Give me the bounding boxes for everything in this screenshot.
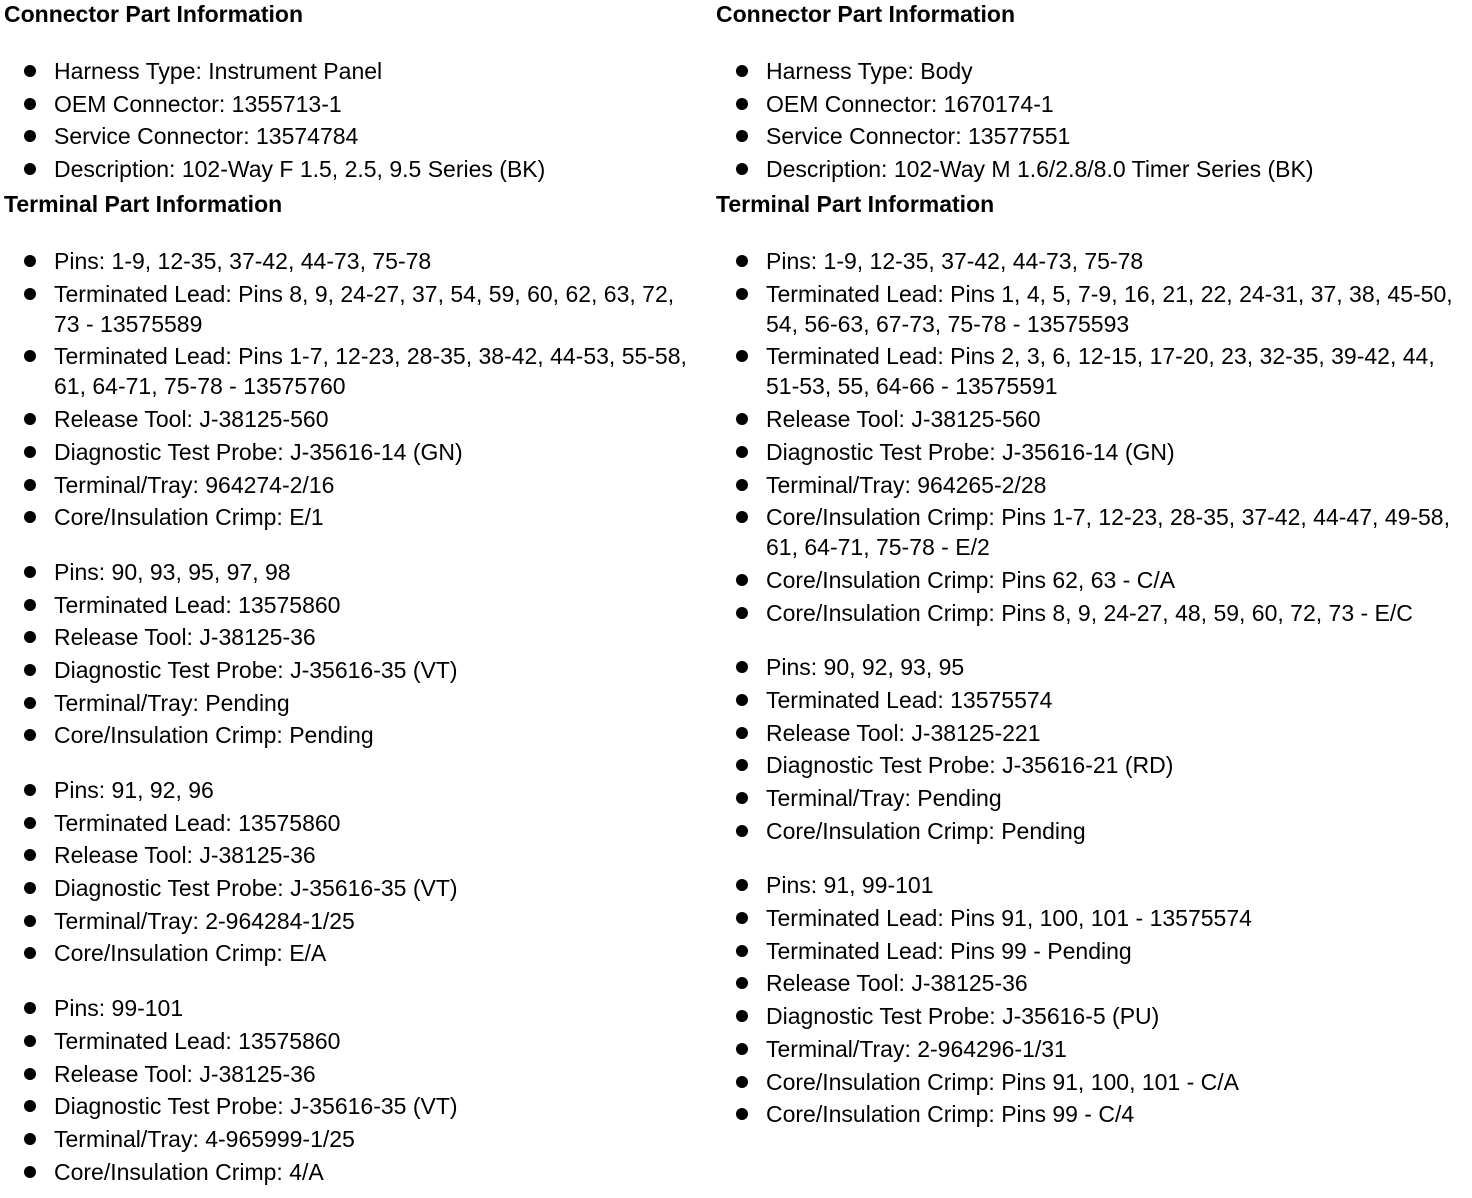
list-item-text: Diagnostic Test Probe: J-35616-14 (GN) bbox=[54, 438, 463, 465]
list-item-text: Core/Insulation Crimp: Pins 1-7, 12-23, 28-35, 37-42, 44-47, 49-58, 61, 64-71, 75-78 - E/2 bbox=[766, 504, 1450, 561]
bullet-icon bbox=[736, 792, 748, 804]
bullet-icon bbox=[736, 65, 748, 77]
list-item bbox=[4, 470, 704, 500]
list-item bbox=[716, 1067, 1472, 1097]
list-item bbox=[716, 502, 1472, 562]
list-item bbox=[716, 470, 1472, 500]
bullet-icon bbox=[24, 288, 36, 300]
list-item bbox=[4, 89, 704, 119]
bullet-icon bbox=[736, 255, 748, 267]
terminal-groups bbox=[4, 246, 704, 1187]
list-item-text: Harness Type: Body bbox=[766, 58, 973, 84]
group-spacer bbox=[716, 630, 1472, 652]
bullet-icon bbox=[736, 511, 748, 523]
terminal-group-list bbox=[4, 775, 704, 968]
bullet-icon bbox=[24, 479, 36, 491]
bullet-icon bbox=[736, 945, 748, 957]
bullet-icon bbox=[736, 759, 748, 771]
bullet-icon bbox=[24, 1035, 36, 1047]
bullet-icon bbox=[736, 98, 748, 110]
list-item bbox=[4, 1124, 704, 1154]
list-item-text: Core/Insulation Crimp: E/A bbox=[54, 940, 327, 967]
bullet-icon bbox=[736, 879, 748, 891]
list-item bbox=[4, 502, 704, 532]
bullet-icon bbox=[736, 350, 748, 362]
list-item-text: Core/Insulation Crimp: Pins 91, 100, 101 - C/A bbox=[766, 1068, 1240, 1095]
group-spacer bbox=[4, 971, 704, 993]
list-item-text: Core/Insulation Crimp: Pending bbox=[766, 817, 1086, 844]
list-item-text: Core/Insulation Crimp: Pins 8, 9, 24-27, 48, 59, 60, 72, 73 - E/C bbox=[766, 599, 1413, 626]
list-item-text: Diagnostic Test Probe: J-35616-5 (PU) bbox=[766, 1003, 1160, 1030]
bullet-icon bbox=[736, 1076, 748, 1088]
bullet-icon bbox=[24, 1100, 36, 1112]
list-item bbox=[4, 622, 704, 652]
list-item bbox=[4, 840, 704, 870]
terminal-heading: Terminal Part Information bbox=[716, 191, 995, 218]
list-item bbox=[716, 437, 1472, 467]
list-item bbox=[716, 652, 1472, 682]
terminal-group-list bbox=[4, 246, 704, 532]
list-item bbox=[4, 873, 704, 903]
list-item-text: Release Tool: J-38125-36 bbox=[54, 624, 316, 651]
bullet-icon bbox=[736, 977, 748, 989]
bullet-icon bbox=[24, 163, 36, 175]
list-item bbox=[4, 404, 704, 434]
list-item bbox=[716, 1001, 1472, 1031]
list-item-text: Harness Type: Instrument Panel bbox=[54, 58, 383, 84]
list-item bbox=[716, 903, 1472, 933]
list-item-text: Terminal/Tray: 4-965999-1/25 bbox=[54, 1125, 355, 1152]
list-item-text: Release Tool: J-38125-560 bbox=[766, 406, 1041, 433]
list-item bbox=[716, 1034, 1472, 1064]
list-item bbox=[716, 89, 1472, 119]
list-item bbox=[4, 246, 704, 276]
bullet-icon bbox=[736, 163, 748, 175]
terminal-group-list bbox=[716, 870, 1472, 1129]
bullet-icon bbox=[736, 912, 748, 924]
right-column bbox=[716, 0, 1472, 1132]
list-item bbox=[716, 936, 1472, 966]
list-item bbox=[716, 565, 1472, 595]
list-item bbox=[716, 279, 1472, 339]
bullet-icon bbox=[24, 255, 36, 267]
bullet-icon bbox=[24, 882, 36, 894]
terminal-group-list bbox=[4, 993, 704, 1186]
list-item-text: Terminated Lead: Pins 1, 4, 5, 7-9, 16, 21, 22, 24-31, 37, 38, 45-50, 54, 56-63, 67-73, 75-78 - 13575593 bbox=[766, 280, 1453, 337]
bullet-icon bbox=[736, 479, 748, 491]
list-item-text: Terminated Lead: Pins 99 - Pending bbox=[766, 937, 1132, 964]
list-item bbox=[716, 341, 1472, 401]
list-item-text: Service Connector: 13574784 bbox=[54, 123, 359, 150]
list-item-text: Pins: 91, 92, 96 bbox=[54, 777, 214, 803]
list-item-text: Diagnostic Test Probe: J-35616-35 (VT) bbox=[54, 656, 458, 683]
list-item-text: Diagnostic Test Probe: J-35616-35 (VT) bbox=[54, 875, 458, 902]
bullet-icon bbox=[736, 446, 748, 458]
list-item bbox=[716, 750, 1472, 780]
bullet-icon bbox=[24, 664, 36, 676]
bullet-icon bbox=[24, 849, 36, 861]
list-item bbox=[4, 1059, 704, 1089]
terminal-group-list bbox=[716, 246, 1472, 628]
list-item bbox=[4, 557, 704, 587]
bullet-icon bbox=[24, 566, 36, 578]
bullet-icon bbox=[24, 65, 36, 77]
list-item-text: Terminated Lead: Pins 1-7, 12-23, 28-35, 38-42, 44-53, 55-58, 61, 64-71, 75-78 - 13575760 bbox=[54, 343, 687, 400]
list-item-text: Release Tool: J-38125-560 bbox=[54, 406, 329, 433]
list-item bbox=[4, 993, 704, 1023]
list-item-text: OEM Connector: 1355713-1 bbox=[54, 90, 342, 117]
list-item-text: Pins: 91, 99-101 bbox=[766, 872, 934, 899]
bullet-icon bbox=[736, 661, 748, 673]
list-item bbox=[716, 870, 1472, 900]
list-item bbox=[716, 598, 1472, 628]
bullet-icon bbox=[24, 1166, 36, 1178]
list-item bbox=[716, 246, 1472, 276]
bullet-icon bbox=[24, 947, 36, 959]
bullet-icon bbox=[24, 817, 36, 829]
list-item bbox=[716, 968, 1472, 998]
list-item-text: Terminated Lead: Pins 8, 9, 24-27, 37, 54, 59, 60, 62, 63, 72, 73 - 13575589 bbox=[54, 280, 675, 337]
bullet-icon bbox=[24, 697, 36, 709]
bullet-icon bbox=[736, 607, 748, 619]
list-item-text: Pins: 1-9, 12-35, 37-42, 44-73, 75-78 bbox=[766, 248, 1144, 275]
list-item-text: Diagnostic Test Probe: J-35616-35 (VT) bbox=[54, 1093, 458, 1120]
list-item-text: Release Tool: J-38125-36 bbox=[54, 842, 316, 869]
bullet-icon bbox=[24, 729, 36, 741]
terminal-groups bbox=[716, 246, 1472, 1129]
list-item-text: Description: 102-Way F 1.5, 2.5, 9.5 Series (BK) bbox=[54, 156, 546, 183]
list-item-text: Core/Insulation Crimp: Pending bbox=[54, 722, 374, 749]
list-item-text: Pins: 1-9, 12-35, 37-42, 44-73, 75-78 bbox=[54, 248, 432, 275]
bullet-icon bbox=[24, 446, 36, 458]
group-spacer bbox=[4, 535, 704, 557]
list-item bbox=[4, 808, 704, 838]
list-item-text: Diagnostic Test Probe: J-35616-21 (RD) bbox=[766, 752, 1174, 779]
list-item-text: Terminal/Tray: Pending bbox=[54, 689, 290, 716]
bullet-icon bbox=[736, 130, 748, 142]
list-item-text: Pins: 99-101 bbox=[54, 995, 184, 1022]
list-item-text: Release Tool: J-38125-36 bbox=[766, 970, 1028, 997]
bullet-icon bbox=[736, 694, 748, 706]
list-item bbox=[4, 437, 704, 467]
terminal-group-list bbox=[716, 652, 1472, 845]
bullet-icon bbox=[736, 727, 748, 739]
bullet-icon bbox=[736, 288, 748, 300]
list-item-text: OEM Connector: 1670174-1 bbox=[766, 90, 1054, 117]
list-item-text: Description: 102-Way M 1.6/2.8/8.0 Timer Series (BK) bbox=[766, 156, 1314, 183]
list-item bbox=[4, 655, 704, 685]
list-item bbox=[4, 1091, 704, 1121]
list-item bbox=[4, 590, 704, 620]
list-item bbox=[4, 121, 704, 151]
list-item bbox=[716, 1099, 1472, 1129]
bullet-icon bbox=[24, 130, 36, 142]
list-item-text: Terminated Lead: Pins 91, 100, 101 - 13575574 bbox=[766, 905, 1252, 932]
list-item bbox=[4, 341, 704, 401]
connector-heading: Connector Part Information bbox=[4, 1, 304, 27]
list-item-text: Pins: 90, 92, 93, 95 bbox=[766, 654, 965, 681]
list-item-text: Terminal/Tray: 964265-2/28 bbox=[766, 471, 1047, 498]
bullet-icon bbox=[736, 825, 748, 837]
list-item-text: Terminal/Tray: 2-964296-1/31 bbox=[766, 1035, 1067, 1062]
list-item bbox=[4, 906, 704, 936]
connector-list bbox=[4, 56, 704, 184]
list-item bbox=[716, 121, 1472, 151]
list-item-text: Pins: 90, 93, 95, 97, 98 bbox=[54, 558, 291, 585]
bullet-icon bbox=[24, 98, 36, 110]
list-item-text: Service Connector: 13577551 bbox=[766, 123, 1071, 150]
bullet-icon bbox=[24, 350, 36, 362]
list-item bbox=[716, 56, 1472, 86]
bullet-icon bbox=[736, 1043, 748, 1055]
terminal-group-list bbox=[4, 557, 704, 750]
bullet-icon bbox=[24, 413, 36, 425]
list-item-text: Terminated Lead: 13575860 bbox=[54, 591, 341, 618]
bullet-icon bbox=[24, 1002, 36, 1014]
list-item bbox=[4, 56, 704, 86]
list-item bbox=[4, 1157, 704, 1187]
list-item-text: Core/Insulation Crimp: Pins 99 - C/4 bbox=[766, 1101, 1135, 1128]
list-item-text: Core/Insulation Crimp: 4/A bbox=[54, 1158, 324, 1185]
list-item bbox=[4, 775, 704, 805]
list-item-text: Terminated Lead: Pins 2, 3, 6, 12-15, 17-20, 23, 32-35, 39-42, 44, 51-53, 55, 64-66 - 13575591 bbox=[766, 343, 1435, 400]
list-item bbox=[4, 938, 704, 968]
bullet-icon bbox=[24, 915, 36, 927]
list-item-text: Terminal/Tray: Pending bbox=[766, 785, 1002, 811]
list-item bbox=[4, 720, 704, 750]
list-item-text: Terminal/Tray: 2-964284-1/25 bbox=[54, 907, 355, 934]
bullet-icon bbox=[24, 1068, 36, 1080]
list-item-text: Release Tool: J-38125-221 bbox=[766, 719, 1041, 746]
list-item bbox=[716, 718, 1472, 748]
group-spacer bbox=[716, 848, 1472, 870]
bullet-icon bbox=[24, 1133, 36, 1145]
bullet-icon bbox=[24, 511, 36, 523]
group-spacer bbox=[4, 753, 704, 775]
list-item bbox=[716, 685, 1472, 715]
list-item-text: Terminated Lead: 13575860 bbox=[54, 1027, 341, 1054]
left-column bbox=[4, 0, 704, 1189]
list-item bbox=[4, 1026, 704, 1056]
list-item-text: Release Tool: J-38125-36 bbox=[54, 1060, 316, 1087]
bullet-icon bbox=[736, 1108, 748, 1120]
list-item bbox=[716, 783, 1472, 813]
list-item bbox=[716, 404, 1472, 434]
list-item-text: Terminated Lead: 13575574 bbox=[766, 686, 1053, 713]
list-item-text: Diagnostic Test Probe: J-35616-14 (GN) bbox=[766, 438, 1175, 465]
bullet-icon bbox=[24, 784, 36, 796]
list-item bbox=[4, 154, 704, 184]
list-item-text: Terminal/Tray: 964274-2/16 bbox=[54, 471, 335, 498]
list-item bbox=[4, 279, 704, 339]
bullet-icon bbox=[24, 631, 36, 643]
terminal-heading: Terminal Part Information bbox=[4, 191, 283, 218]
bullet-icon bbox=[736, 574, 748, 586]
bullet-icon bbox=[24, 599, 36, 611]
list-item-text: Terminated Lead: 13575860 bbox=[54, 809, 341, 836]
list-item bbox=[4, 688, 704, 718]
connector-list bbox=[716, 56, 1472, 184]
list-item-text: Core/Insulation Crimp: Pins 62, 63 - C/A bbox=[766, 566, 1176, 593]
bullet-icon bbox=[736, 1010, 748, 1022]
list-item-text: Core/Insulation Crimp: E/1 bbox=[54, 504, 324, 531]
list-item bbox=[716, 816, 1472, 846]
list-item bbox=[716, 154, 1472, 184]
bullet-icon bbox=[736, 413, 748, 425]
connector-heading: Connector Part Information bbox=[716, 1, 1016, 27]
